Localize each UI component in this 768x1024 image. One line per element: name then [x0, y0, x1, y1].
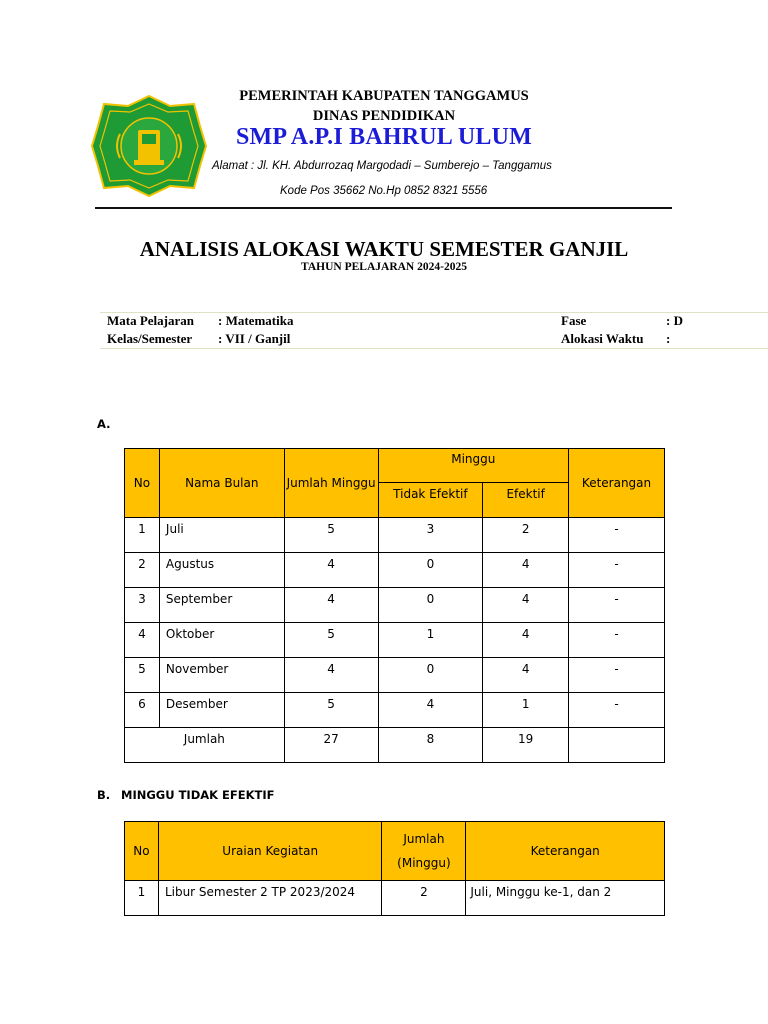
- cell-no: 2: [125, 553, 160, 588]
- cell-effective: 2: [483, 518, 569, 553]
- cell-month: Desember: [159, 693, 284, 728]
- school-logo: [90, 94, 208, 198]
- header-activity: Uraian Kegiatan: [158, 822, 382, 881]
- cell-month: November: [159, 658, 284, 693]
- cell-notes: Juli, Minggu ke-1, dan 2: [466, 881, 665, 916]
- header-not-effective: Tidak Efektif: [378, 483, 483, 518]
- header-weeks-count: [382, 822, 466, 881]
- cell-no: 5: [125, 658, 160, 693]
- class-value: : VII / Ganjil: [218, 331, 291, 346]
- table-row: [125, 693, 665, 728]
- header-month-name: Nama Bulan: [159, 449, 284, 518]
- cell-total: 4: [284, 658, 378, 693]
- header-no: No: [125, 449, 160, 518]
- effective-weeks-table: [124, 448, 665, 763]
- cell-month: September: [159, 588, 284, 623]
- cell-effective: 4: [483, 588, 569, 623]
- cell-activity: Libur Semester 2 TP 2023/2024: [158, 881, 382, 916]
- time-allocation-value: :: [666, 331, 671, 346]
- total-row: [125, 728, 665, 763]
- section-b-title: MINGGU TIDAK EFEKTIF: [121, 788, 275, 802]
- class-label: Kelas/Semester: [107, 331, 193, 346]
- cell-total: 5: [284, 693, 378, 728]
- table-row: [125, 623, 665, 658]
- table-row: [125, 588, 665, 623]
- cell-notes: -: [569, 553, 665, 588]
- table-row: [125, 553, 665, 588]
- cell-not-effective: 4: [378, 693, 483, 728]
- header-no: No: [125, 822, 159, 881]
- table-row: [125, 658, 665, 693]
- info-bottom-line: [100, 348, 768, 349]
- cell-not-effective: 0: [378, 658, 483, 693]
- header-effective: Efektif: [483, 483, 569, 518]
- header-divider: [95, 207, 672, 209]
- total-label: Jumlah: [125, 728, 285, 763]
- cell-total: 5: [284, 518, 378, 553]
- cell-notes: -: [569, 518, 665, 553]
- total-not-effective: 8: [378, 728, 483, 763]
- cell-month: Juli: [159, 518, 284, 553]
- header-total-weeks: Jumlah Minggu: [284, 449, 378, 518]
- cell-notes: -: [569, 693, 665, 728]
- cell-no: 3: [125, 588, 160, 623]
- subject-label: Mata Pelajaran: [107, 313, 195, 328]
- cell-total: 5: [284, 623, 378, 658]
- phase-label: Fase: [561, 313, 587, 328]
- header-notes: Keterangan: [466, 822, 665, 881]
- cell-no: 4: [125, 623, 160, 658]
- cell-weeks: 2: [382, 881, 466, 916]
- subject-value: : Matematika: [218, 313, 294, 328]
- cell-effective: 4: [483, 623, 569, 658]
- non-effective-weeks-table: [124, 821, 665, 916]
- phase-value: : D: [666, 313, 683, 328]
- cell-month: Oktober: [159, 623, 284, 658]
- section-a-label: A.: [97, 417, 111, 431]
- cell-no: 6: [125, 693, 160, 728]
- table-row: [125, 518, 665, 553]
- page-title: ANALISIS ALOKASI WAKTU SEMESTER GANJIL: [139, 237, 629, 261]
- cell-effective: 1: [483, 693, 569, 728]
- cell-not-effective: 3: [378, 518, 483, 553]
- cell-total: 4: [284, 588, 378, 623]
- cell-month: Agustus: [159, 553, 284, 588]
- cell-effective: 4: [483, 553, 569, 588]
- header-government: PEMERINTAH KABUPATEN TANGGAMUS: [239, 88, 529, 104]
- cell-not-effective: 1: [378, 623, 483, 658]
- cell-notes: -: [569, 623, 665, 658]
- cell-not-effective: 0: [378, 588, 483, 623]
- time-allocation-label: Alokasi Waktu: [561, 331, 644, 346]
- header-weeks: Minggu: [378, 449, 569, 483]
- total-weeks: 27: [284, 728, 378, 763]
- header-weeks-count-line2: (Minggu): [397, 856, 451, 870]
- total-effective: 19: [483, 728, 569, 763]
- header-department: DINAS PENDIDIKAN: [312, 108, 456, 124]
- cell-no: 1: [125, 881, 159, 916]
- table-row: [125, 881, 665, 916]
- school-postal-phone: Kode Pos 35662 No.Hp 0852 8321 5556: [280, 185, 488, 197]
- total-notes: [569, 728, 665, 763]
- cell-notes: -: [569, 658, 665, 693]
- cell-no: 1: [125, 518, 160, 553]
- cell-not-effective: 0: [378, 553, 483, 588]
- cell-total: 4: [284, 553, 378, 588]
- page-subtitle: TAHUN PELAJARAN 2024-2025: [301, 261, 467, 273]
- school-name: SMP A.P.I BAHRUL ULUM: [235, 124, 533, 150]
- cell-notes: -: [569, 588, 665, 623]
- school-address: Alamat : Jl. KH. Abdurrozaq Margodadi – Sumberejo – Tanggamus: [212, 160, 552, 172]
- header-notes: Keterangan: [569, 449, 665, 518]
- section-b-label: B.: [97, 788, 111, 802]
- header-weeks-count-line1: Jumlah: [403, 832, 445, 846]
- cell-effective: 4: [483, 658, 569, 693]
